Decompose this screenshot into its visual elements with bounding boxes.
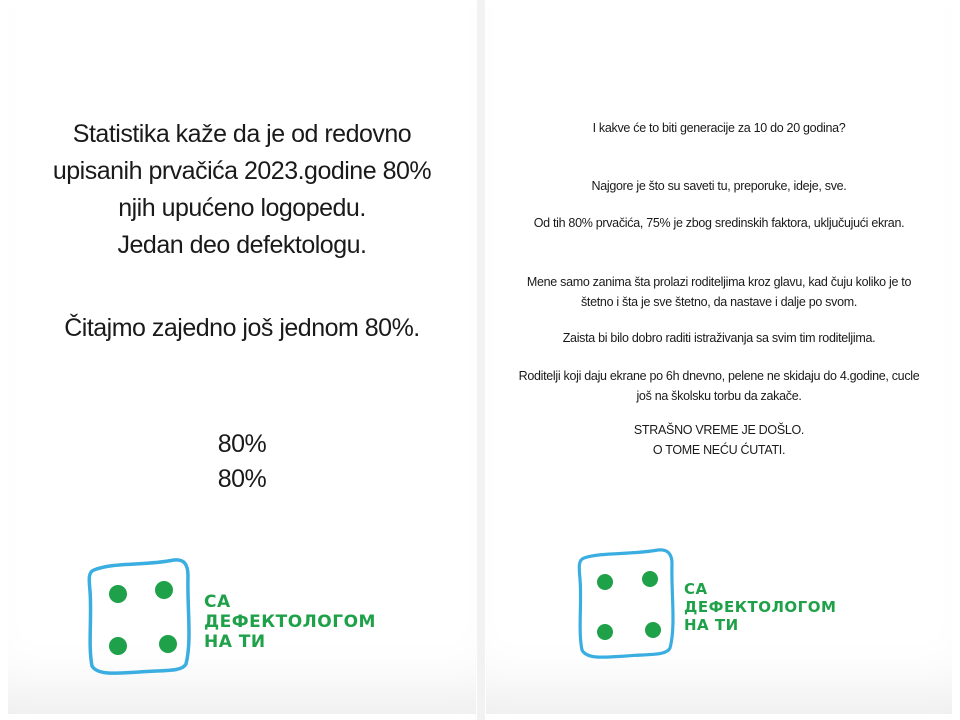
text-line: njih upućeno logopedu. (118, 194, 366, 222)
logo-line: СА (204, 592, 231, 612)
percent-text: 80% (217, 465, 267, 493)
logo-line: НА ТИ (684, 616, 739, 634)
paragraph-caps (486, 420, 952, 460)
percent-block (8, 427, 476, 497)
paragraph: Najgore je što su saveti tu, preporuke, ideje, sve. (591, 179, 847, 193)
paragraph: Zaista bi bilo dobro raditi istraživanja sa svim tim roditeljima. (562, 331, 876, 345)
repeat-line: Čitajmo zajedno još jednom 80%. (64, 314, 420, 342)
logo-line: СА (684, 580, 708, 598)
text-line: STRAŠNO VREME JE DOŠLO. (633, 423, 805, 437)
text-line: Roditelji koji daju ekrane po 6h dnevno, pelene ne skidaju do 4.godine, cucle (518, 369, 920, 383)
text-line: još na školsku torbu da zakače. (636, 389, 802, 403)
logo-frame-icon (84, 556, 196, 678)
statistics-text (8, 116, 476, 264)
logo-line: НА ТИ (204, 632, 266, 652)
logo-wordmark (204, 592, 376, 652)
logo-line: ДЕФЕКТОЛОГОМ (684, 598, 837, 616)
text-line: Statistika kaže da je od redovno (72, 120, 412, 148)
percent-text: 80% (217, 430, 267, 458)
logo-frame-icon (574, 546, 678, 662)
paragraph: I kakve će to biti generacije za 10 do 20 godina? (592, 121, 846, 135)
logo-wordmark (684, 580, 836, 634)
text-line: Jedan deo defektologu. (117, 231, 367, 259)
left-story-panel (8, 8, 476, 714)
right-story-panel (486, 8, 952, 714)
text-line: Mene samo zanima šta prolazi roditeljima kroz glavu, kad čuju koliko je to (526, 275, 912, 289)
panel-divider (477, 0, 485, 720)
text-line: O TOME NEĆU ĆUTATI. (652, 443, 786, 457)
text-line: štetno i šta je sve štetno, da nastave i dalje po svom. (580, 295, 858, 309)
text-line: upisanih prvačića 2023.godine 80% (52, 157, 432, 185)
paragraph (486, 366, 952, 406)
paragraph (486, 272, 952, 312)
paragraph: Od tih 80% prvačića, 75% je zbog sredinskih faktora, uključujući ekran. (533, 216, 905, 230)
logo-line: ДЕФЕКТОЛОГОМ (204, 612, 376, 632)
